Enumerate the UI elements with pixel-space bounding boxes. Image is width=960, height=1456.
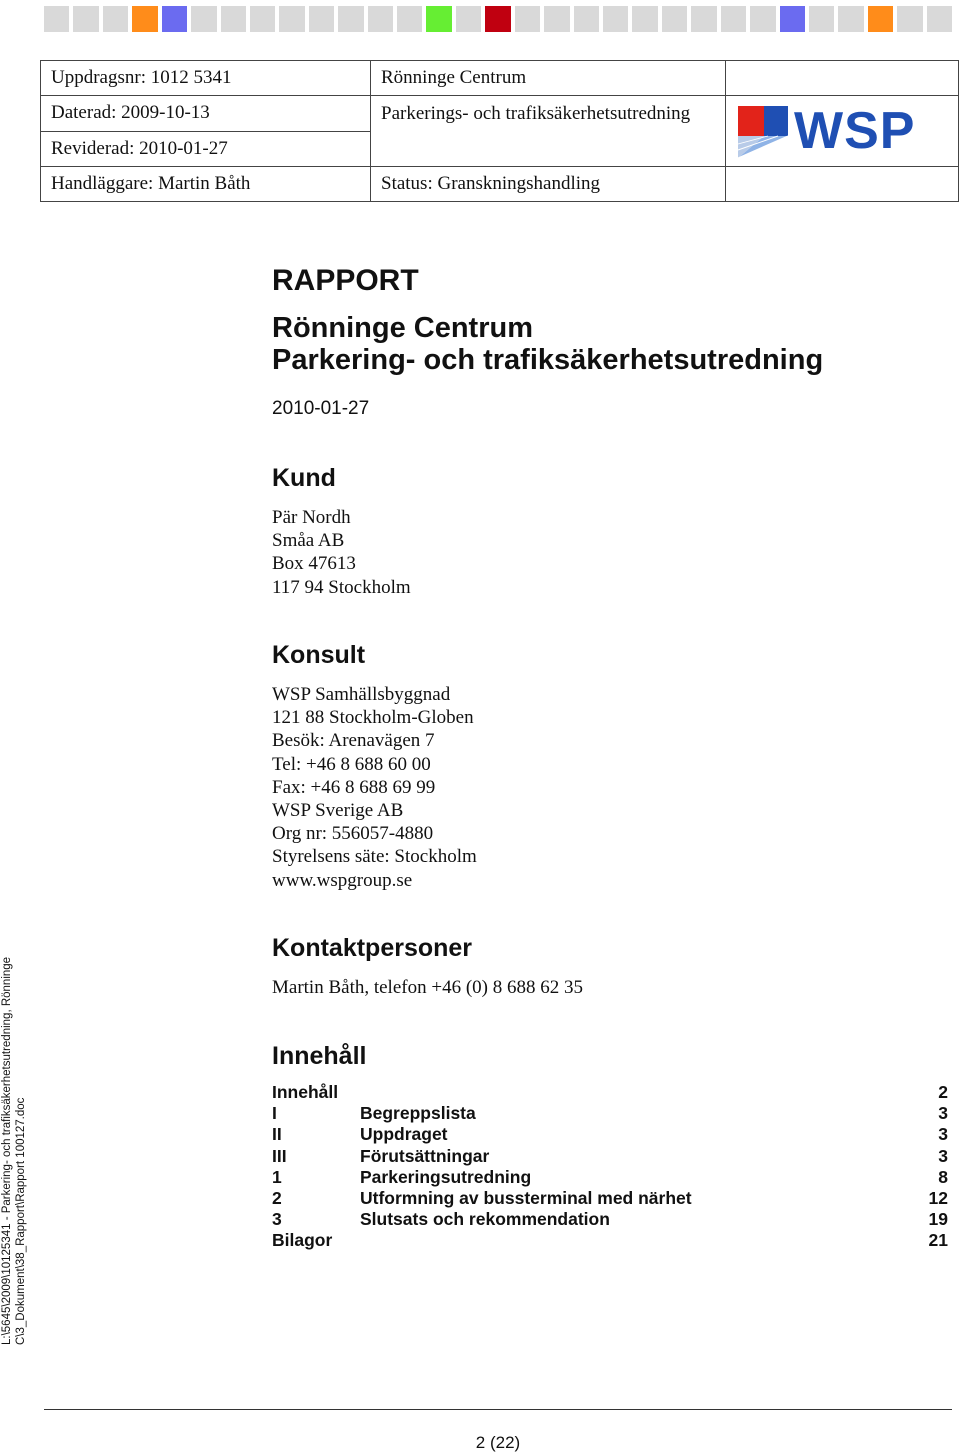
logo-cell-bottom <box>726 167 959 202</box>
toc-num: III <box>272 1145 287 1166</box>
color-swatch <box>426 6 451 32</box>
kontakt-line: Martin Båth, telefon +46 (0) 8 688 62 35 <box>272 977 583 998</box>
color-swatch <box>897 6 922 32</box>
konsult-line: Styrelsens säte: Stockholm <box>272 846 477 868</box>
toc-num: I <box>272 1103 277 1124</box>
footer-rule <box>44 1409 952 1410</box>
project-name: Rönninge Centrum <box>371 61 726 96</box>
color-strip <box>44 6 952 32</box>
toc-title: Utformning av bussterminal med närhet <box>360 1187 692 1208</box>
color-swatch <box>279 6 304 32</box>
color-swatch <box>750 6 775 32</box>
color-swatch <box>73 6 98 32</box>
toc-num: II <box>272 1124 282 1145</box>
color-swatch <box>132 6 157 32</box>
toc-num: 2 <box>272 1187 282 1208</box>
handlaggare: Handläggare: Martin Båth <box>41 167 371 202</box>
kund-lines <box>272 506 411 599</box>
toc-title: Förutsättningar <box>360 1145 490 1166</box>
color-swatch <box>191 6 216 32</box>
toc-page: 21 <box>928 1230 948 1251</box>
konsult-line: Fax: +46 8 688 69 99 <box>272 776 436 798</box>
konsult-line: Tel: +46 8 688 60 00 <box>272 753 431 775</box>
kund-line: Småa AB <box>272 530 345 552</box>
color-swatch <box>162 6 187 32</box>
color-swatch <box>868 6 893 32</box>
color-swatch <box>632 6 657 32</box>
color-swatch <box>103 6 128 32</box>
kund-line: Pär Nordh <box>272 507 351 528</box>
toc-page: 3 <box>938 1145 948 1166</box>
color-swatch <box>44 6 69 32</box>
toc-row[interactable] <box>272 1209 948 1230</box>
konsult-lines <box>272 683 477 892</box>
color-swatch <box>603 6 628 32</box>
kund-line: Box 47613 <box>272 553 356 575</box>
kontakt-heading: Kontaktpersoner <box>272 934 473 962</box>
reviderad: Reviderad: 2010-01-27 <box>41 131 371 167</box>
toc-row[interactable] <box>272 1082 948 1103</box>
color-swatch <box>691 6 716 32</box>
color-swatch <box>809 6 834 32</box>
color-swatch <box>309 6 334 32</box>
toc-num: 1 <box>272 1166 282 1187</box>
color-swatch <box>838 6 863 32</box>
color-swatch <box>250 6 275 32</box>
toc-row[interactable] <box>272 1103 948 1124</box>
konsult-line: WSP Samhällsbyggnad <box>272 684 451 705</box>
kund-heading: Kund <box>272 464 336 492</box>
toc-page: 3 <box>938 1124 948 1145</box>
konsult-line: Besök: Arenavägen 7 <box>272 730 435 752</box>
empty-cell <box>371 131 726 167</box>
color-swatch <box>338 6 363 32</box>
color-swatch <box>927 6 952 32</box>
color-swatch <box>574 6 599 32</box>
report-label: RAPPORT <box>272 264 419 297</box>
toc-title: Uppdraget <box>360 1124 448 1145</box>
toc-num: 3 <box>272 1209 282 1230</box>
toc-page: 19 <box>928 1209 948 1230</box>
toc-title: Slutsats och rekommendation <box>360 1209 610 1230</box>
color-swatch <box>221 6 246 32</box>
color-swatch <box>515 6 540 32</box>
toc-title: Innehåll <box>272 1082 339 1102</box>
logo-cell <box>726 96 959 167</box>
wsp-logo <box>726 96 958 166</box>
wsp-mark-icon <box>734 102 790 160</box>
toc-page: 8 <box>938 1166 948 1187</box>
daterad: Daterad: 2009-10-13 <box>41 96 371 132</box>
toc-page: 12 <box>928 1187 948 1208</box>
toc-row[interactable] <box>272 1188 948 1209</box>
toc-title: Parkeringsutredning <box>360 1166 532 1187</box>
konsult-line: Org nr: 556057-4880 <box>272 823 434 845</box>
toc-row[interactable] <box>272 1124 948 1145</box>
color-swatch <box>721 6 746 32</box>
logo-cell-top <box>726 61 959 96</box>
report-title <box>272 312 823 376</box>
konsult-line: 121 88 Stockholm-Globen <box>272 707 474 729</box>
file-path-label <box>0 957 28 1345</box>
toc-page: 2 <box>938 1082 948 1102</box>
report-title-line1: Rönninge Centrum <box>272 312 533 344</box>
subject: Parkerings- och trafiksäkerhetsutredning <box>371 96 726 132</box>
report-date: 2010-01-27 <box>272 398 370 419</box>
color-swatch <box>780 6 805 32</box>
toc-row[interactable] <box>272 1146 948 1167</box>
header-table <box>40 60 959 202</box>
color-swatch <box>485 6 510 32</box>
uppdragsnr: Uppdragsnr: 1012 5341 <box>41 61 371 96</box>
konsult-heading: Konsult <box>272 641 366 669</box>
table-of-contents <box>272 1082 948 1252</box>
toc-title: Begreppslista <box>360 1103 476 1124</box>
toc-page: 3 <box>938 1103 948 1124</box>
color-swatch <box>397 6 422 32</box>
toc-heading: Innehåll <box>272 1042 367 1070</box>
toc-row[interactable] <box>272 1230 948 1251</box>
konsult-line: www.wspgroup.se <box>272 869 413 891</box>
file-path-line1: L:\5645\2009\10125341 - Parkering- och trafiksäkerhetsutredning, Rönninge <box>1 956 13 1345</box>
report-title-line2: Parkering- och trafiksäkerhetsutredning <box>272 344 824 376</box>
file-path-line2: C\3_Dokument\38_Rapport\Rapport 100127.doc <box>15 1097 27 1345</box>
color-swatch <box>544 6 569 32</box>
toc-row[interactable] <box>272 1167 948 1188</box>
color-swatch <box>662 6 687 32</box>
status: Status: Granskningshandling <box>371 167 726 202</box>
konsult-line: WSP Sverige AB <box>272 800 404 822</box>
kund-line: 117 94 Stockholm <box>272 576 411 598</box>
page-number: 2 (22) <box>475 1433 521 1452</box>
toc-title: Bilagor <box>272 1230 333 1251</box>
color-swatch <box>456 6 481 32</box>
color-swatch <box>368 6 393 32</box>
logo-text: WSP <box>794 102 916 160</box>
